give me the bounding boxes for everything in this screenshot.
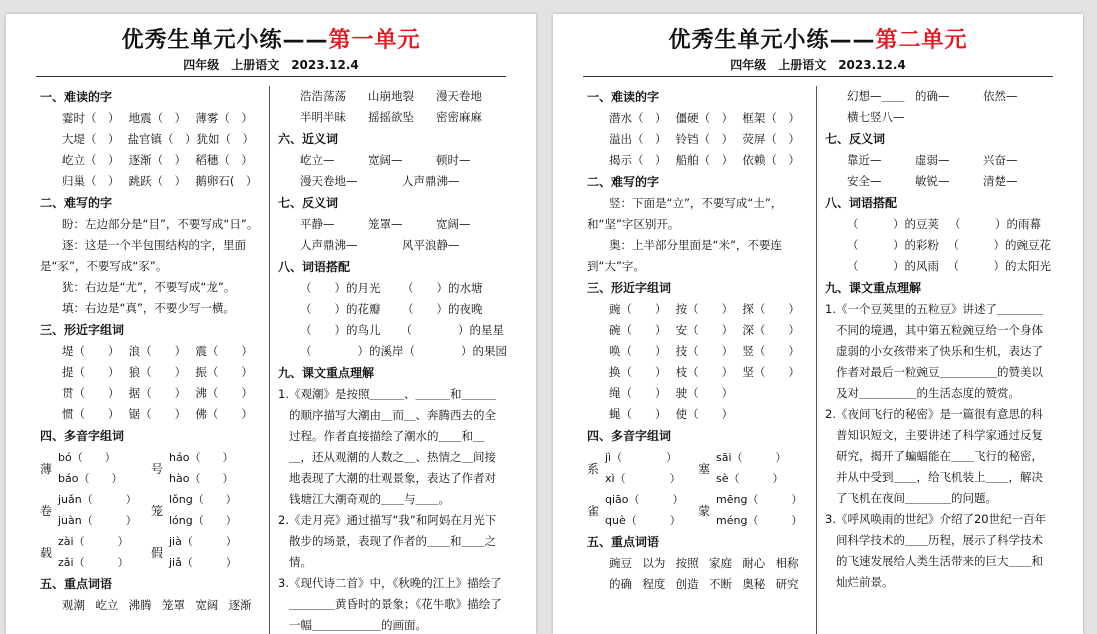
- section-heading: 二、难写的字: [587, 175, 660, 189]
- worksheet-page-1: [6, 14, 536, 634]
- polyphone-row: 雀 qiāo（ ） què（ ） 蒙 mēng（ ） méng（ ）: [587, 493, 803, 527]
- left-column: 一、难读的字 潜水（ ） 僵硬（ ） 框架（ ） 溢出（ ） 铃铛（ ） 荧屏（ ） 揭示（ ） 船舶（ ） 依赖（ ） 二、难写的字 竖：下面是“立”，不要写成“土”，和“坚”字区别开。 奥：上半部分里面是“米”，不要连到“大”字。 三、形近字组词 豌（ ） 按（ ） 探（ ） 碗（ ） 安（ ） 深（ ） 唤（ ） 技（ ） 竖（ ） 换（ ） 枝（ ） 坚（ ） 绳（ ） 驶（ ） 蝇（ ） 使（ ） 四、多音字组词 系 jì（ ） xì（ ） 塞 sāi（ ） sè（ ） 雀 qiāo（ ） què（ ） 蒙 mēng（ ） méng（ ） 五、重点词语 豌豆 以为 按照 家庭 耐心 相称 的确 程度 创造 不断 奥秘 研究: [587, 86, 809, 595]
- note-item: 奥：上半部分里面是“米”，不要连到“大”字。: [587, 238, 782, 273]
- section-heading: 五、重点词语: [40, 577, 113, 591]
- section-heading: 三、形近字组词: [40, 323, 125, 337]
- section-heading: 五、重点词语: [587, 535, 660, 549]
- question-item: 1.《一个豆荚里的五粒豆》讲述了＿＿＿＿不同的境遇，其中第五粒豌豆给一个身体虚弱的小女孩带来了快乐和生机，表达了作者对最后一粒豌豆＿＿＿＿＿的赞美以及对＿＿＿＿＿的生活态度的赞赏。: [825, 302, 1043, 400]
- page-subtitle: 四年级 上册语文 2023.12.4: [730, 58, 906, 72]
- question-item: 1.《观潮》是按照＿＿＿、＿＿＿和＿＿＿的顺序描写大潮由＿而＿、奔腾西去的全过程。作者直接描绘了潮水的＿＿和＿＿，还从观潮的人数之＿、热情之＿间接地表现了大潮的壮观景象，表达了作者对钱塘江大潮奇观的＿＿与＿＿。: [278, 387, 496, 506]
- section-heading: 八、词语搭配: [278, 260, 351, 274]
- page-title: 优秀生单元小练——第一单元: [121, 28, 421, 53]
- question-item: 3.《现代诗二首》中，《秋晚的江上》描绘了＿＿＿＿黄昏时的景象；《花牛歌》描绘了一幅＿＿＿＿＿＿的画面。: [278, 576, 502, 632]
- question-item: 2.《走月亮》通过描写“我”和阿妈在月光下散步的场景，表现了作者的＿＿和＿＿之情。: [278, 513, 497, 569]
- page-subtitle: 四年级 上册语文 2023.12.4: [183, 58, 359, 72]
- header-divider: [36, 76, 506, 77]
- column-divider: [269, 86, 270, 634]
- section-heading: 一、难读的字: [40, 90, 113, 104]
- question-item: 3.《呼风唤雨的世纪》介绍了20世纪一百年间科学技术的＿＿历程，展示了科学技术的飞速发展给人类生活带来的巨大＿＿和灿烂前景。: [825, 512, 1047, 589]
- note-item: 犹：右边是“尤”，不要写成“龙”。: [62, 280, 236, 294]
- column-divider: [816, 86, 817, 634]
- section-heading: 二、难写的字: [40, 196, 113, 210]
- header-divider: [583, 76, 1053, 77]
- section-heading: 八、词语搭配: [825, 196, 898, 210]
- section-heading: 四、多音字组词: [40, 429, 125, 443]
- section-heading: 九、课文重点理解: [278, 366, 375, 380]
- right-column: 浩浩荡荡 山崩地裂 漫天卷地 半明半昧 摇摇欲坠 密密麻麻 六、近义词 屹立— 宽阔— 顿时— 漫天卷地— 人声鼎沸— 七、反义词 平静— 笼罩— 宽阔— 人声鼎沸— 风平浪静— 八、词语搭配 （ ）的月光 （ ）的水塘 （ ）的花瓣 （ ）的夜晚 （ ）的鸟儿 （ ）的星星 （ ）的溪岸 （ ）的果园 九、课文重点理解 1.《观潮》是按照＿＿＿、＿＿＿和＿＿＿的顺序描写大潮由＿而＿、奔腾西去的全过程。作者直接描绘了潮水的＿＿和＿＿，还从观潮的人数之＿、热情之＿间接地表现了大潮的壮观景象，表达了作者对钱塘江大潮奇观的＿＿与＿＿。 2.《走月亮》通过描写“我”和阿妈在月光下散步的场景，表现了作者的＿＿和＿＿之情。 3.《现代诗二首》中，《秋晚的江上》描绘了＿＿＿＿黄昏时的景象；《花牛歌》描绘了一幅＿＿＿＿＿＿的画面。: [278, 86, 504, 634]
- page-title: 优秀生单元小练——第二单元: [668, 28, 968, 53]
- polyphone-row: 薄 bó（ ） báo（ ） 号 háo（ ） hào（ ）: [40, 451, 234, 485]
- note-item: 竖：下面是“立”，不要写成“土”，和“坚”字区别开。: [587, 196, 783, 231]
- section-heading: 七、反义词: [278, 196, 339, 210]
- polyphone-row: 卷 juǎn（ ） juàn（ ） 笼 lǒng（ ） lóng（ ）: [40, 493, 237, 527]
- note-item: 盼：左边部分是“目”，不要写成“日”。: [62, 217, 259, 231]
- section-heading: 六、近义词: [278, 132, 339, 146]
- right-column: 幻想—＿＿ 的确— 依然— 横七竖八— 七、反义词 靠近— 虚弱— 兴奋— 安全— 敏锐— 清楚— 八、词语搭配 （ ）的豆荚 （ ）的雨幕 （ ）的彩粉 （ ）的豌豆花 （ ）的风雨 （ ）的太阳光 九、课文重点理解 1.《一个豆荚里的五粒豆》讲述了＿＿＿＿不同的境遇，其中第五粒豌豆给一个身体虚弱的小女孩带来了快乐和生机，表达了作者对最后一粒豌豆＿＿＿＿＿的赞美以及对＿＿＿＿＿的生活态度的赞赏。 2.《夜间飞行的秘密》是一篇很有意思的科普知识短文，主要讲述了科学家通过反复研究，揭开了蝙蝠能在＿＿飞行的秘密，并从中受到＿＿，给飞机装上＿＿，解决了飞机在夜间＿＿＿＿的问题。 3.《呼风唤雨的世纪》介绍了20世纪一百年间科学技术的＿＿历程，展示了科学技术的飞速发展给人类生活带来的巨大＿＿和灿烂前景。: [825, 86, 1051, 593]
- section-heading: 三、形近字组词: [587, 281, 672, 295]
- left-column: 一、难读的字 霎时（ ） 地震（ ） 薄雾（ ） 大堤（ ） 盐官镇（ ） 犹如（ ） 屹立（ ） 逐渐（ ） 稻穗（ ） 归巢（ ） 跳跃（ ） 鹅卵石( ） 二、难写的字 盼：左边部分是“目”，不要写成“日”。 逐：这是一个半包围结构的字，里面是“豕”，不要写成“豕”。 犹：右边是“尤”，不要写成“龙”。 填：右边是“真”，不要少写一横。 三、形近字组词 堤（ ） 浪（ ） 震（ ） 提（ ） 狼（ ） 振（ ） 贯（ ） 据（ ） 沸（ ） 惯（ ） 锯（ ） 佛（ ） 四、多音字组词 薄 bó（ ） báo（ ） 号 háo（ ） hào（ ） 卷 juǎn（ ） juàn（ ） 笼 lǒng（ ） lóng（ ） 载 zài（ ） zǎi（ ） 假 jià（ ） jiǎ（ ） 五、重点词语 观潮 屹立 沸腾 笼罩 宽阔 逐渐: [40, 86, 262, 616]
- note-item: 填：右边是“真”，不要少写一横。: [62, 301, 235, 315]
- question-item: 2.《夜间飞行的秘密》是一篇很有意思的科普知识短文，主要讲述了科学家通过反复研究，揭开了蝙蝠能在＿＿飞行的秘密，并从中受到＿＿，给飞机装上＿＿，解决了飞机在夜间＿＿＿＿的问题。: [825, 407, 1043, 505]
- polyphone-row: 载 zài（ ） zǎi（ ） 假 jià（ ） jiǎ（ ）: [40, 535, 237, 569]
- section-heading: 一、难读的字: [587, 90, 660, 104]
- polyphone-row: 系 jì（ ） xì（ ） 塞 sāi（ ） sè（ ）: [587, 451, 787, 485]
- note-item: 逐：这是一个半包围结构的字，里面是“豕”，不要写成“豕”。: [40, 238, 246, 273]
- section-heading: 四、多音字组词: [587, 429, 672, 443]
- section-heading: 九、课文重点理解: [825, 281, 922, 295]
- section-heading: 七、反义词: [825, 132, 886, 146]
- worksheet-page-2: [553, 14, 1083, 634]
